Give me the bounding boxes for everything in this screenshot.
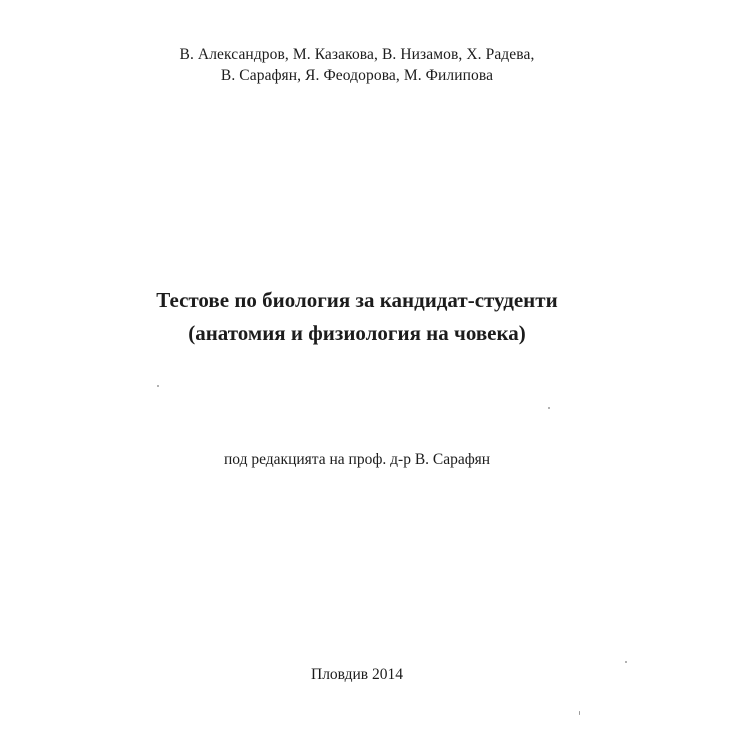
- authors-line-1: В. Александров, М. Казакова, В. Низамов, Х. Радева,: [179, 46, 535, 63]
- authors-block: [0, 44, 714, 86]
- book-title-line-1: Тестове по биология за кандидат-студенти: [156, 288, 558, 312]
- editor-line: под редакцията на проф. д-р В. Сарафян: [223, 451, 491, 468]
- scan-speck: [625, 661, 627, 663]
- book-title: [0, 284, 714, 350]
- book-title-line-2: (анатомия и физиология на човека): [188, 321, 526, 345]
- authors-line-2: В. Сарафян, Я. Феодорова, М. Филипова: [220, 67, 494, 84]
- scan-speck: [579, 711, 580, 715]
- scan-speck: [548, 407, 550, 409]
- place-and-year: Пловдив 2014: [311, 666, 403, 683]
- scan-speck: [157, 385, 159, 387]
